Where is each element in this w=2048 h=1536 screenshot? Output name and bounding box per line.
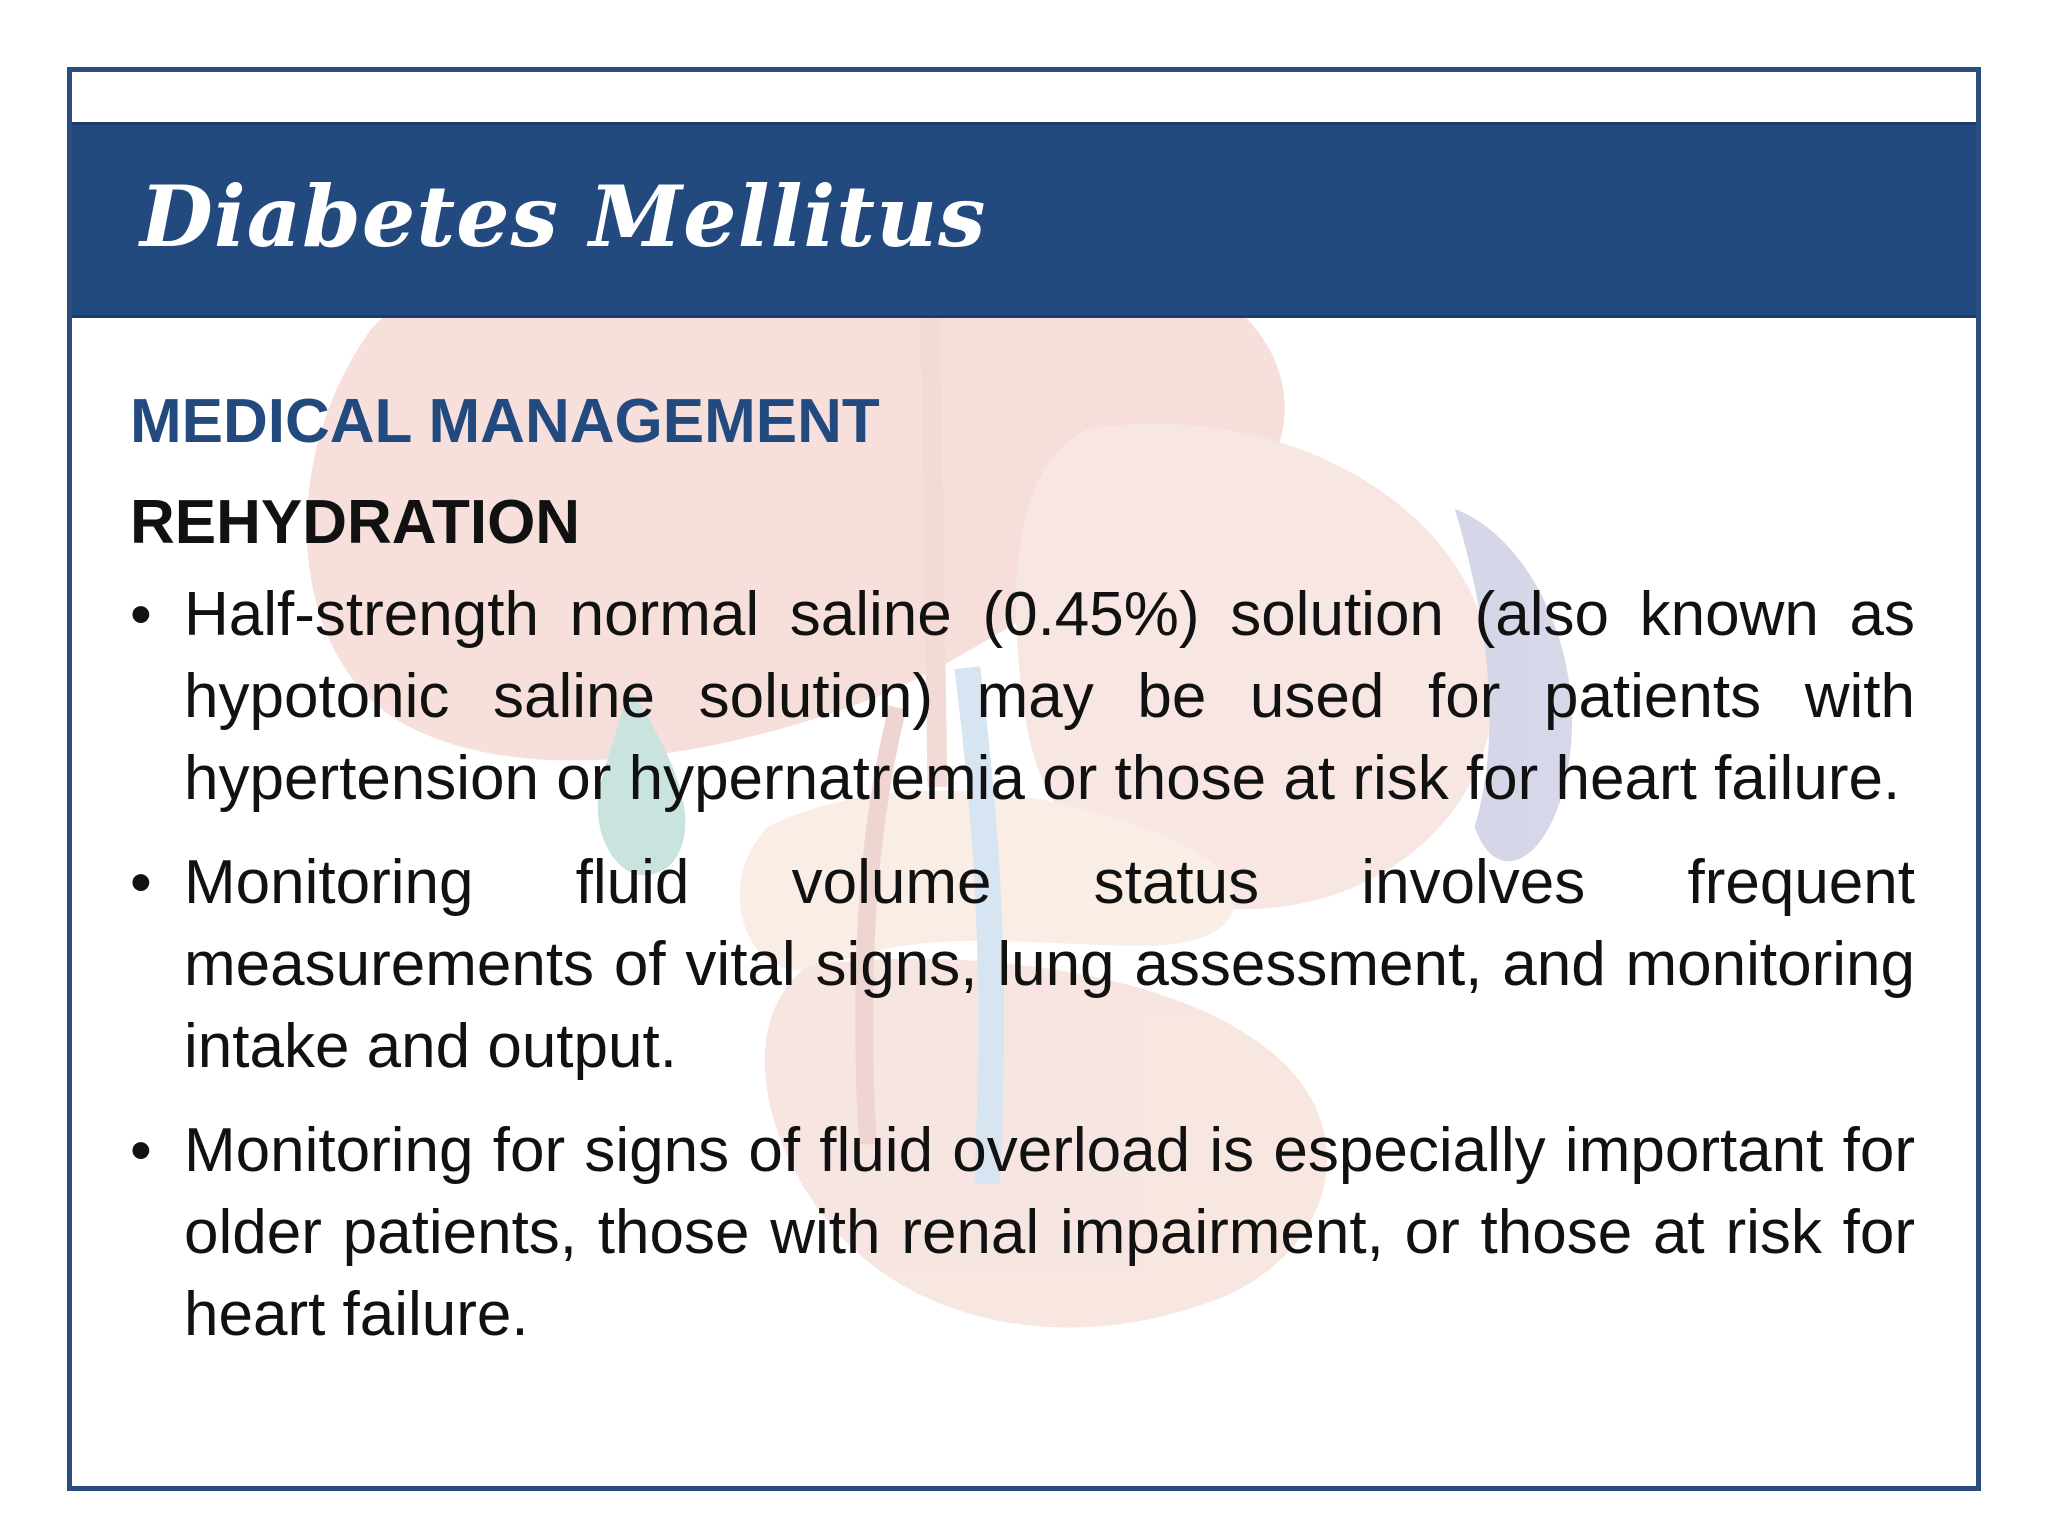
title-bar bbox=[72, 122, 1976, 318]
bullet-item bbox=[130, 1110, 1915, 1356]
sub-heading: REHYDRATION bbox=[130, 488, 581, 557]
bullet-text: Monitoring fluid volume status involves frequent measurements of vital signs, lung assessment, and monitoring intake and output. bbox=[184, 848, 1915, 1081]
bullet-marker: • bbox=[130, 1116, 152, 1185]
bullet-text: Monitoring for signs of fluid overload is especially important for older patients, those with renal impairment, or those at risk for heart failure. bbox=[184, 1116, 1915, 1349]
bullet-list bbox=[130, 574, 1915, 1356]
section-heading: MEDICAL MANAGEMENT bbox=[130, 387, 880, 456]
slide-content bbox=[130, 372, 1915, 1378]
bullet-item bbox=[130, 842, 1915, 1088]
slide-frame bbox=[67, 67, 1981, 1491]
bullet-item bbox=[130, 574, 1915, 820]
slide-title: Diabetes Mellitus bbox=[140, 167, 987, 266]
bullet-marker: • bbox=[130, 580, 152, 649]
bullet-marker: • bbox=[130, 848, 152, 917]
bullet-text: Half-strength normal saline (0.45%) solution (also known as hypotonic saline solution) may be used for patients with hypertension or hypernatremia or those at risk for heart failure. bbox=[184, 580, 1915, 813]
